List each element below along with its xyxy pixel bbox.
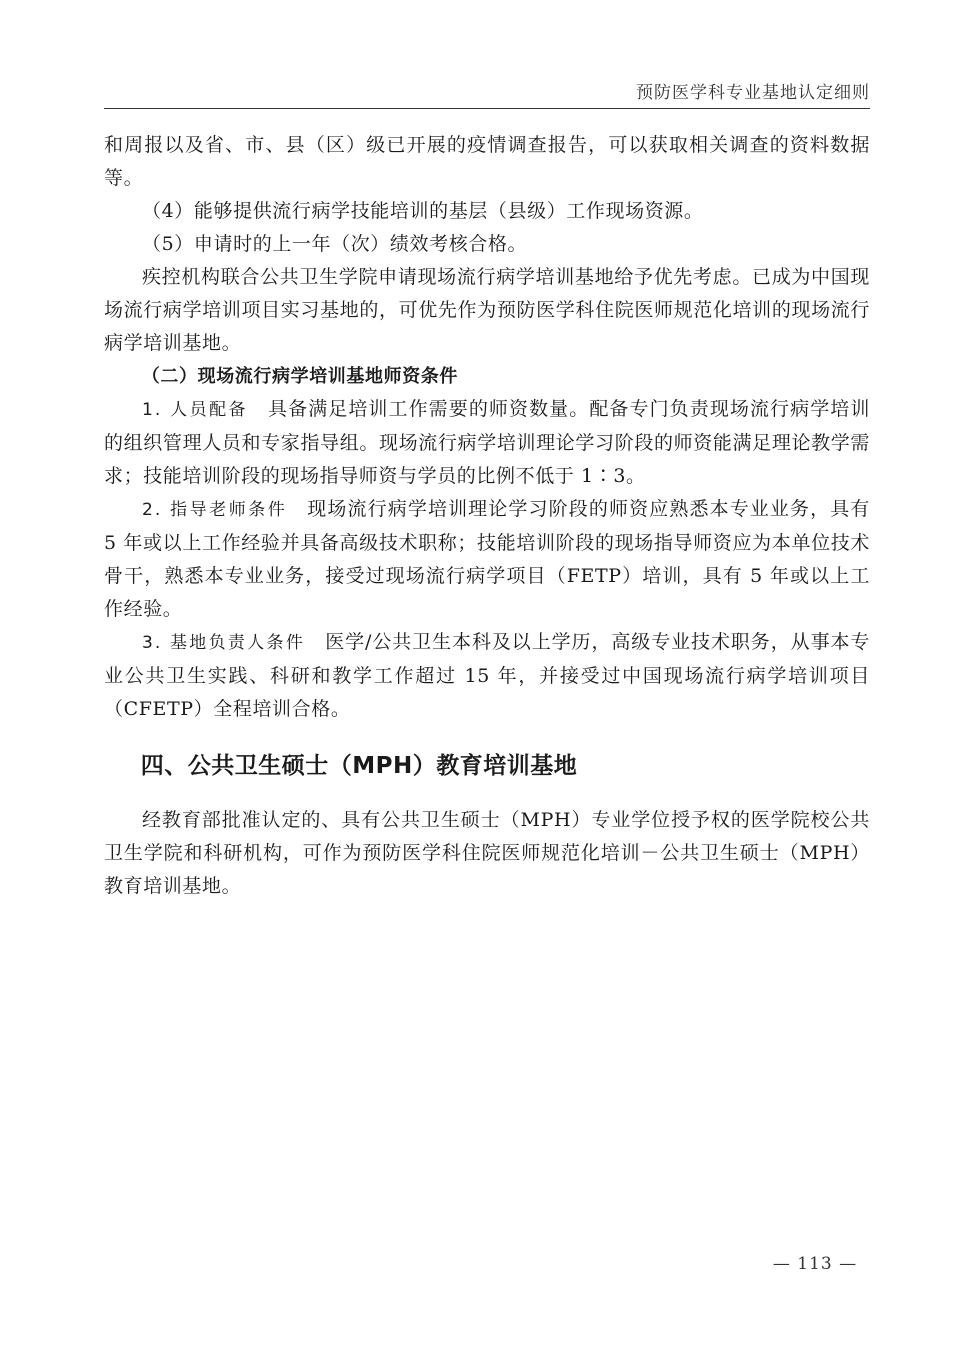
instructor-paragraph — [104, 493, 870, 626]
running-header-title: 预防医学科专业基地认定细则 — [636, 83, 870, 103]
staffing-paragraph — [104, 393, 870, 493]
instructor-lead: 2. 指导老师条件 — [142, 500, 288, 520]
section-heading: 四、公共卫生硕士（MPH）教育培训基地 — [140, 753, 578, 779]
director-paragraph — [104, 626, 870, 726]
list-item-5: （5）申请时的上一年（次）绩效考核合格。 — [142, 233, 528, 255]
priority-paragraph: 疾控机构联合公共卫生学院申请现场流行病学培训基地给予优先考虑。已成为中国现场流行病学培训项目实习基地的，可优先作为预防医学科住院医师规范化培训的现场流行病学培训基地。 — [104, 266, 870, 354]
page-number: — 113 — — [772, 1254, 858, 1274]
running-header — [104, 76, 870, 109]
page-content — [104, 129, 870, 903]
director-lead: 3. 基地负责人条件 — [142, 633, 306, 653]
list-item-4: （4）能够提供流行病学技能培训的基层（县级）工作现场资源。 — [142, 200, 704, 222]
staffing-lead: 1. 人员配备 — [142, 400, 249, 420]
subsection-heading: （二）现场流行病学培训基地师资条件 — [141, 366, 458, 387]
staffing-text: 具备满足培训工作需要的师资数量。配备专门负责现场流行病学培训的组织管理人员和专家指导组。现场流行病学培训理论学习阶段的师资能满足理论教学需求；技能培训阶段的现场指导师资与学员的比例不低于 1∶3。 — [104, 398, 870, 487]
mph-paragraph: 经教育部批准认定的、具有公共卫生硕士（MPH）专业学位授予权的医学院校公共卫生学院和科研机构，可作为预防医学科住院医师规范化培训－公共卫生硕士（MPH）教育培训基地。 — [104, 809, 870, 897]
continuation-paragraph: 和周报以及省、市、县（区）级已开展的疫情调查报告，可以获取相关调查的资料数据等。 — [104, 134, 870, 189]
instructor-text: 现场流行病学培训理论学习阶段的师资应熟悉本专业业务，具有 5 年或以上工作经验并具备高级技术职称；技能培训阶段的现场指导师资应为本单位技术骨干，熟悉本专业业务，接受过现场流行病学项目（FETP）培训，具有 5 年或以上工作经验。 — [104, 498, 870, 620]
director-text: 医学/公共卫生本科及以上学历，高级专业技术职务，从事本专业公共卫生实践、科研和教学工作超过 15 年，并接受过中国现场流行病学培训项目（CFETP）全程培训合格。 — [104, 631, 871, 720]
